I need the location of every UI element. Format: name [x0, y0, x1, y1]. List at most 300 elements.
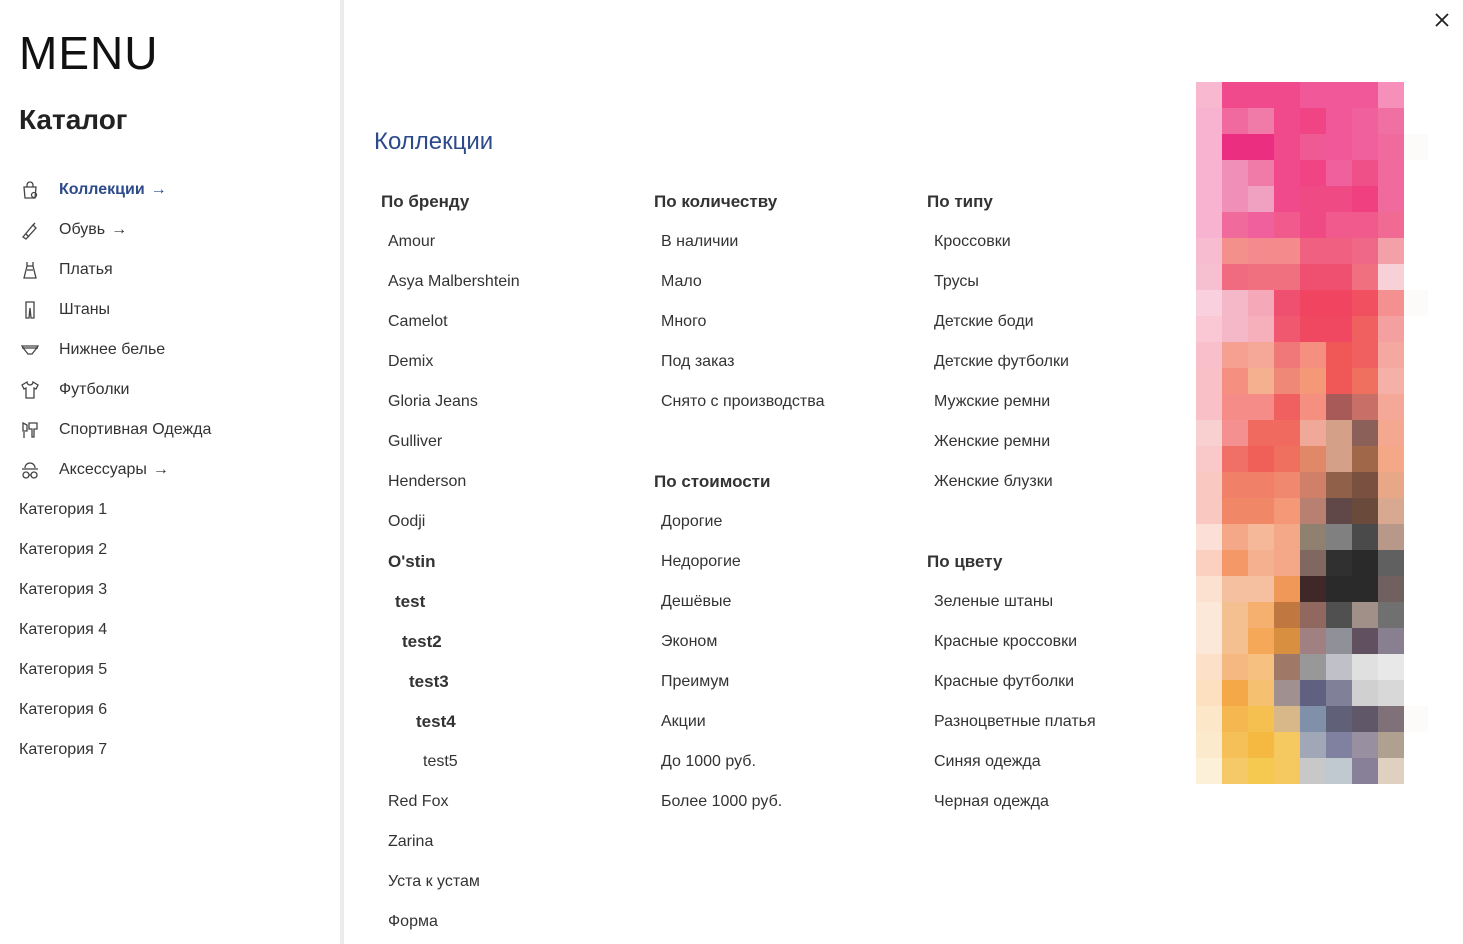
close-button[interactable]: [1430, 8, 1454, 32]
mosaic-cell: [1404, 524, 1428, 550]
type-link[interactable]: Детские футболки: [934, 353, 1069, 370]
mosaic-cell: [1404, 394, 1428, 420]
mosaic-cell: [1196, 394, 1222, 420]
mosaic-cell: [1274, 264, 1300, 290]
mosaic-cell: [1248, 524, 1274, 550]
price-link[interactable]: Дешёвые: [661, 593, 732, 610]
mosaic-cell: [1274, 394, 1300, 420]
mosaic-cell: [1196, 82, 1222, 108]
mosaic-cell: [1196, 368, 1222, 394]
mosaic-cell: [1326, 654, 1352, 680]
price-link[interactable]: Акции: [661, 713, 706, 730]
mosaic-cell: [1248, 238, 1274, 264]
brand-link[interactable]: test5: [423, 753, 458, 770]
sidebar-item-shoes[interactable]: [19, 210, 339, 250]
mosaic-cell: [1378, 342, 1404, 368]
mosaic-cell: [1352, 706, 1378, 732]
sidebar-item-dresses[interactable]: [19, 250, 339, 290]
mosaic-cell: [1222, 160, 1248, 186]
mosaic-cell: [1300, 654, 1326, 680]
mosaic-cell: [1300, 264, 1326, 290]
arrow-right-icon: →: [150, 181, 167, 198]
mosaic-cell: [1300, 160, 1326, 186]
mosaic-cell: [1352, 472, 1378, 498]
mosaic-cell: [1248, 394, 1274, 420]
mosaic-cell: [1196, 550, 1222, 576]
shopping-bag-icon: [19, 179, 41, 201]
banner-mosaic: [1196, 82, 1428, 784]
mosaic-cell: [1274, 368, 1300, 394]
mosaic-cell: [1248, 82, 1274, 108]
mosaic-cell: [1300, 706, 1326, 732]
mosaic-cell: [1300, 186, 1326, 212]
mosaic-cell: [1404, 576, 1428, 602]
mosaic-cell: [1222, 732, 1248, 758]
sidebar-item-label: Аксессуары: [59, 461, 147, 478]
mosaic-cell: [1352, 628, 1378, 654]
mosaic-cell: [1274, 758, 1300, 784]
mosaic-cell: [1378, 654, 1404, 680]
catalog-nav: [19, 170, 339, 770]
mosaic-cell: [1352, 238, 1378, 264]
sidebar-item-label: Категория 5: [19, 661, 108, 678]
mosaic-cell: [1326, 342, 1352, 368]
mosaic-cell: [1404, 758, 1428, 784]
sidebar-item-sportswear[interactable]: [19, 410, 339, 450]
quantity-link[interactable]: Под заказ: [661, 353, 735, 370]
mosaic-cell: [1300, 524, 1326, 550]
mosaic-cell: [1378, 186, 1404, 212]
mosaic-cell: [1404, 498, 1428, 524]
mosaic-cell: [1274, 446, 1300, 472]
mosaic-cell: [1378, 628, 1404, 654]
color-link[interactable]: Черная одежда: [934, 793, 1049, 810]
mosaic-cell: [1248, 134, 1274, 160]
mosaic-cell: [1222, 394, 1248, 420]
type-link[interactable]: Детские боди: [934, 313, 1034, 330]
mosaic-cell: [1404, 134, 1428, 160]
mosaic-cell: [1274, 238, 1300, 264]
mosaic-cell: [1352, 186, 1378, 212]
spacer: [927, 502, 1187, 542]
mosaic-cell: [1378, 290, 1404, 316]
color-link[interactable]: Красные кроссовки: [934, 633, 1078, 650]
mosaic-cell: [1378, 82, 1404, 108]
mosaic-cell: [1196, 706, 1222, 732]
mosaic-cell: [1222, 108, 1248, 134]
sidebar-item-label: Штаны: [59, 301, 111, 318]
mosaic-cell: [1326, 576, 1352, 602]
price-link[interactable]: Дорогие: [661, 513, 723, 530]
mosaic-cell: [1404, 446, 1428, 472]
mosaic-cell: [1352, 394, 1378, 420]
mosaic-cell: [1404, 368, 1428, 394]
sidebar-item-label: Категория 7: [19, 741, 108, 758]
mosaic-cell: [1222, 472, 1248, 498]
mosaic-cell: [1222, 680, 1248, 706]
mosaic-cell: [1352, 420, 1378, 446]
sidebar-item-tshirts[interactable]: [19, 370, 339, 410]
mosaic-cell: [1274, 316, 1300, 342]
brand-link[interactable]: Henderson: [388, 473, 467, 490]
arrow-right-icon: →: [111, 221, 128, 238]
mosaic-cell: [1274, 108, 1300, 134]
brand-link[interactable]: Форма: [388, 913, 438, 930]
mosaic-cell: [1274, 82, 1300, 108]
mosaic-cell: [1248, 498, 1274, 524]
mosaic-cell: [1300, 446, 1326, 472]
mosaic-cell: [1300, 420, 1326, 446]
mosaic-cell: [1326, 602, 1352, 628]
mosaic-cell: [1274, 576, 1300, 602]
mosaic-cell: [1326, 238, 1352, 264]
mosaic-cell: [1326, 524, 1352, 550]
mosaic-cell: [1300, 758, 1326, 784]
mosaic-cell: [1248, 446, 1274, 472]
quantity-link[interactable]: Много: [661, 313, 707, 330]
mosaic-cell: [1248, 732, 1274, 758]
mosaic-cell: [1196, 316, 1222, 342]
mosaic-cell: [1326, 758, 1352, 784]
brand-link[interactable]: Demix: [388, 353, 434, 370]
mosaic-cell: [1352, 654, 1378, 680]
mosaic-cell: [1248, 160, 1274, 186]
mosaic-cell: [1352, 524, 1378, 550]
mosaic-cell: [1248, 602, 1274, 628]
sidebar-category-2[interactable]: [19, 530, 339, 570]
spacer: [654, 422, 914, 462]
color-link[interactable]: Красные футболки: [934, 673, 1075, 690]
mosaic-cell: [1222, 550, 1248, 576]
sidebar-category-5[interactable]: [19, 650, 339, 690]
mosaic-cell: [1248, 342, 1274, 368]
mosaic-cell: [1378, 602, 1404, 628]
brand-link[interactable]: Camelot: [388, 313, 448, 330]
color-link[interactable]: Разноцветные платья: [934, 713, 1096, 730]
brand-link[interactable]: test4: [416, 712, 456, 731]
mosaic-cell: [1300, 134, 1326, 160]
mosaic-cell: [1196, 212, 1222, 238]
type-link[interactable]: Женские блузки: [934, 473, 1053, 490]
arrow-right-icon: →: [152, 461, 169, 478]
mosaic-cell: [1248, 654, 1274, 680]
mosaic-cell: [1300, 342, 1326, 368]
mosaic-cell: [1274, 498, 1300, 524]
mosaic-cell: [1196, 472, 1222, 498]
mosaic-cell: [1378, 316, 1404, 342]
brand-link[interactable]: test: [395, 592, 426, 611]
mosaic-cell: [1222, 368, 1248, 394]
close-icon: [1435, 13, 1449, 27]
mosaic-cell: [1326, 264, 1352, 290]
price-link[interactable]: Эконом: [661, 633, 718, 650]
promo-banner-image[interactable]: [1196, 82, 1428, 784]
mosaic-cell: [1274, 524, 1300, 550]
mosaic-cell: [1300, 290, 1326, 316]
brand-link[interactable]: Oodji: [388, 513, 426, 530]
mosaic-cell: [1326, 420, 1352, 446]
mosaic-cell: [1196, 160, 1222, 186]
sidebar-item-label: Платья: [59, 261, 113, 278]
mosaic-cell: [1222, 186, 1248, 212]
mosaic-cell: [1222, 264, 1248, 290]
mosaic-cell: [1378, 368, 1404, 394]
sidebar-item-pants[interactable]: [19, 290, 339, 330]
mosaic-cell: [1274, 550, 1300, 576]
brand-link[interactable]: O'stin: [388, 552, 436, 571]
sidebar-item-accessories[interactable]: [19, 450, 339, 490]
mosaic-cell: [1404, 316, 1428, 342]
mosaic-cell: [1196, 602, 1222, 628]
mosaic-cell: [1326, 82, 1352, 108]
mosaic-cell: [1404, 706, 1428, 732]
mosaic-cell: [1196, 264, 1222, 290]
sidebar-item-label: Футболки: [59, 381, 130, 398]
mosaic-cell: [1326, 732, 1352, 758]
mosaic-cell: [1378, 238, 1404, 264]
brand-link[interactable]: Amour: [388, 233, 436, 250]
color-link[interactable]: Зеленые штаны: [934, 593, 1054, 610]
mosaic-cell: [1378, 576, 1404, 602]
mosaic-cell: [1274, 732, 1300, 758]
sidebar-item-label: Категория 2: [19, 541, 108, 558]
mosaic-cell: [1326, 160, 1352, 186]
mosaic-cell: [1222, 238, 1248, 264]
mosaic-cell: [1404, 238, 1428, 264]
mosaic-cell: [1352, 576, 1378, 602]
mosaic-cell: [1196, 654, 1222, 680]
mosaic-cell: [1326, 706, 1352, 732]
mosaic-cell: [1300, 212, 1326, 238]
mosaic-cell: [1378, 680, 1404, 706]
sportswear-icon: [19, 419, 41, 441]
mosaic-cell: [1404, 160, 1428, 186]
mosaic-cell: [1352, 680, 1378, 706]
mosaic-cell: [1326, 394, 1352, 420]
price-link[interactable]: Более 1000 руб.: [661, 793, 783, 810]
mosaic-cell: [1248, 680, 1274, 706]
mosaic-cell: [1300, 680, 1326, 706]
mosaic-cell: [1378, 472, 1404, 498]
brand-link[interactable]: test2: [402, 632, 442, 651]
mosaic-cell: [1222, 576, 1248, 602]
mosaic-cell: [1352, 160, 1378, 186]
underwear-icon: [19, 339, 41, 361]
mosaic-cell: [1378, 498, 1404, 524]
mosaic-cell: [1352, 732, 1378, 758]
mosaic-cell: [1404, 82, 1428, 108]
dress-icon: [19, 259, 41, 281]
mosaic-cell: [1352, 290, 1378, 316]
mosaic-cell: [1326, 498, 1352, 524]
sidebar-category-1[interactable]: [19, 490, 339, 530]
mosaic-cell: [1196, 758, 1222, 784]
brand-link[interactable]: Уста к устам: [388, 873, 480, 890]
mosaic-cell: [1248, 108, 1274, 134]
mosaic-cell: [1300, 316, 1326, 342]
mosaic-cell: [1300, 108, 1326, 134]
type-link[interactable]: Кроссовки: [934, 233, 1011, 250]
mosaic-cell: [1222, 446, 1248, 472]
mosaic-cell: [1248, 316, 1274, 342]
group-heading-type: По типу: [927, 192, 993, 211]
mosaic-cell: [1274, 680, 1300, 706]
sidebar-item-label: Нижнее белье: [59, 341, 166, 358]
mosaic-cell: [1352, 108, 1378, 134]
mosaic-cell: [1196, 498, 1222, 524]
mosaic-cell: [1222, 654, 1248, 680]
mosaic-cell: [1222, 628, 1248, 654]
sidebar-item-label: Категория 1: [19, 501, 108, 518]
mosaic-cell: [1222, 342, 1248, 368]
group-heading-quantity: По количеству: [654, 192, 778, 211]
color-link[interactable]: Синяя одежда: [934, 753, 1041, 770]
mosaic-cell: [1248, 212, 1274, 238]
brand-link[interactable]: Gloria Jeans: [388, 393, 478, 410]
quantity-link[interactable]: В наличии: [661, 233, 739, 250]
mosaic-cell: [1222, 420, 1248, 446]
mosaic-cell: [1326, 108, 1352, 134]
mosaic-cell: [1300, 576, 1326, 602]
mosaic-cell: [1404, 212, 1428, 238]
mosaic-cell: [1274, 628, 1300, 654]
mosaic-cell: [1404, 602, 1428, 628]
tshirt-icon: [19, 379, 41, 401]
mosaic-cell: [1248, 550, 1274, 576]
sidebar-category-4[interactable]: [19, 610, 339, 650]
brand-link[interactable]: Asya Malbershtein: [388, 273, 520, 290]
mosaic-cell: [1274, 160, 1300, 186]
mosaic-cell: [1196, 290, 1222, 316]
price-link[interactable]: Недорогие: [661, 553, 741, 570]
mosaic-cell: [1222, 706, 1248, 732]
mosaic-cell: [1300, 628, 1326, 654]
mosaic-cell: [1300, 472, 1326, 498]
mosaic-cell: [1300, 394, 1326, 420]
mosaic-cell: [1404, 290, 1428, 316]
sidebar-category-3[interactable]: [19, 570, 339, 610]
mosaic-cell: [1378, 134, 1404, 160]
mosaic-cell: [1404, 550, 1428, 576]
mosaic-cell: [1196, 238, 1222, 264]
sidebar-item-collections[interactable]: [19, 170, 339, 210]
brand-link[interactable]: Gulliver: [388, 433, 443, 450]
mosaic-cell: [1404, 680, 1428, 706]
group-heading-color: По цвету: [927, 552, 1003, 571]
price-link[interactable]: До 1000 руб.: [661, 753, 756, 770]
quantity-link[interactable]: Мало: [661, 273, 702, 290]
sidebar: [0, 0, 344, 944]
mosaic-cell: [1326, 446, 1352, 472]
mosaic-cell: [1222, 524, 1248, 550]
mosaic-cell: [1222, 316, 1248, 342]
mosaic-cell: [1378, 550, 1404, 576]
mosaic-cell: [1300, 368, 1326, 394]
mosaic-cell: [1378, 212, 1404, 238]
mosaic-cell: [1326, 134, 1352, 160]
type-link[interactable]: Трусы: [934, 273, 979, 290]
mosaic-cell: [1274, 602, 1300, 628]
catalog-title: Каталог: [19, 104, 128, 135]
mosaic-cell: [1222, 758, 1248, 784]
mosaic-cell: [1274, 342, 1300, 368]
mosaic-cell: [1352, 264, 1378, 290]
price-link[interactable]: Преимум: [661, 673, 730, 690]
mosaic-cell: [1326, 472, 1352, 498]
mosaic-cell: [1352, 368, 1378, 394]
mosaic-cell: [1326, 316, 1352, 342]
mosaic-cell: [1404, 342, 1428, 368]
mosaic-cell: [1196, 186, 1222, 212]
sidebar-item-label: Спортивная Одежда: [59, 421, 212, 438]
mosaic-cell: [1404, 186, 1428, 212]
quantity-link[interactable]: Снято с производства: [661, 393, 825, 410]
mosaic-cell: [1352, 212, 1378, 238]
mosaic-cell: [1196, 732, 1222, 758]
mosaic-cell: [1378, 758, 1404, 784]
quantity-price-column: [654, 182, 914, 822]
panel-title: Коллекции: [374, 128, 494, 155]
group-heading-price: По стоимости: [654, 472, 771, 491]
type-link[interactable]: Мужские ремни: [934, 393, 1051, 410]
menu-title: MENU: [19, 27, 159, 79]
mosaic-cell: [1326, 368, 1352, 394]
mosaic-cell: [1300, 498, 1326, 524]
sidebar-category-6[interactable]: [19, 690, 339, 730]
mosaic-cell: [1378, 732, 1404, 758]
mosaic-cell: [1222, 212, 1248, 238]
mosaic-cell: [1196, 420, 1222, 446]
sidebar-item-label: Коллекции: [59, 181, 145, 198]
mosaic-cell: [1274, 420, 1300, 446]
brand-link[interactable]: Zarina: [388, 833, 434, 850]
type-link[interactable]: Женские ремни: [934, 433, 1051, 450]
sidebar-category-7[interactable]: [19, 730, 339, 770]
mosaic-cell: [1196, 108, 1222, 134]
mosaic-cell: [1326, 290, 1352, 316]
shoe-icon: [19, 219, 41, 241]
sidebar-item-label: Обувь: [59, 221, 106, 238]
mosaic-cell: [1248, 264, 1274, 290]
mosaic-cell: [1326, 680, 1352, 706]
mosaic-cell: [1222, 498, 1248, 524]
mosaic-cell: [1404, 628, 1428, 654]
mosaic-cell: [1300, 602, 1326, 628]
mosaic-cell: [1196, 576, 1222, 602]
mosaic-cell: [1352, 602, 1378, 628]
group-heading-brand: По бренду: [381, 192, 470, 211]
mosaic-cell: [1274, 134, 1300, 160]
sidebar-item-label: Категория 4: [19, 621, 108, 638]
mosaic-cell: [1404, 732, 1428, 758]
mosaic-cell: [1326, 186, 1352, 212]
mosaic-cell: [1248, 368, 1274, 394]
brand-link[interactable]: Red Fox: [388, 793, 449, 810]
mosaic-cell: [1274, 186, 1300, 212]
sidebar-item-underwear[interactable]: [19, 330, 339, 370]
mosaic-cell: [1248, 420, 1274, 446]
brand-link[interactable]: test3: [409, 672, 449, 691]
mosaic-cell: [1196, 628, 1222, 654]
mosaic-cell: [1352, 446, 1378, 472]
mosaic-cell: [1248, 186, 1274, 212]
mosaic-cell: [1248, 758, 1274, 784]
mosaic-cell: [1248, 706, 1274, 732]
mosaic-cell: [1326, 212, 1352, 238]
accessories-icon: [19, 459, 41, 481]
mosaic-cell: [1404, 654, 1428, 680]
mosaic-cell: [1222, 602, 1248, 628]
